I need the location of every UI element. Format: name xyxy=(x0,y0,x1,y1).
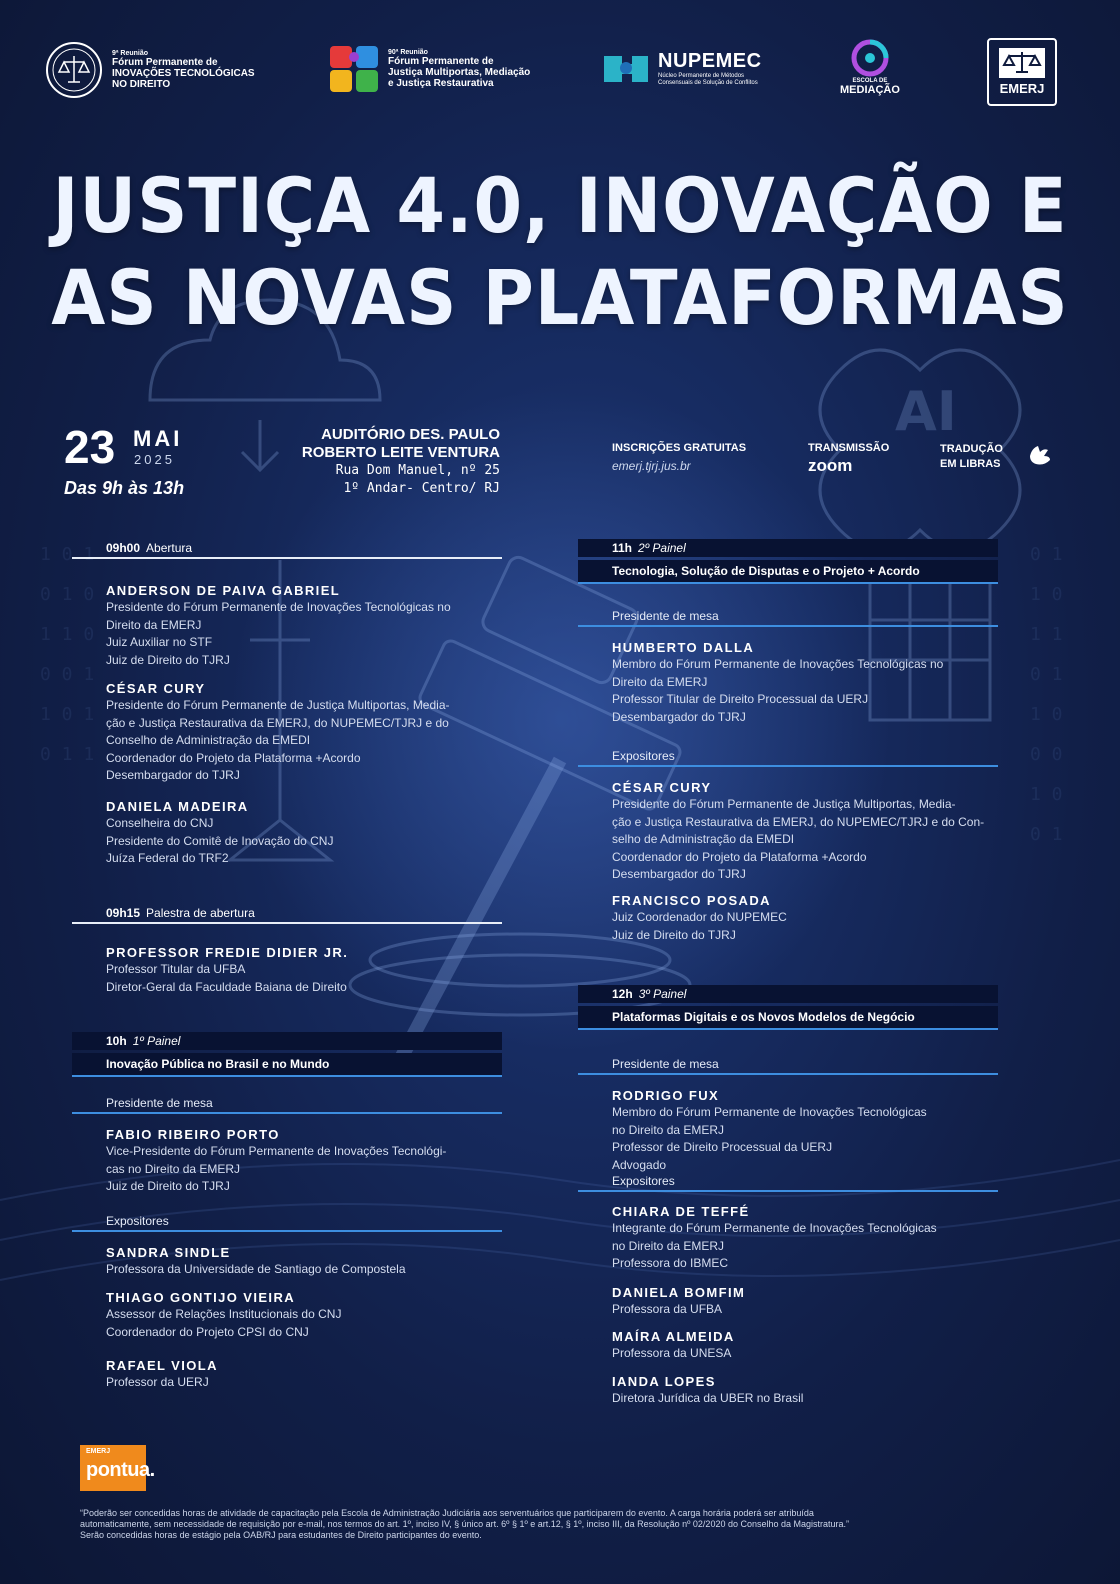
speakers-label: Expositores xyxy=(578,1172,998,1192)
chair-label: Presidente de mesa xyxy=(578,1055,998,1075)
session-header xyxy=(72,904,502,924)
panel-topic: Inovação Pública no Brasil e no Mundo xyxy=(72,1053,502,1077)
speaker xyxy=(578,639,998,726)
event-hours: Das 9h às 13h xyxy=(64,478,185,498)
session-label: Palestra de abertura xyxy=(146,906,255,920)
event-year: 2025 xyxy=(134,452,175,467)
speaker-role: Membro do Fórum Permanente de Inovações Tecnológicas no xyxy=(612,657,944,671)
registration-label: INSCRIÇÕES GRATUITAS xyxy=(612,442,747,454)
speaker-role: Coordenador do Projeto da Plataforma +Acordo xyxy=(612,849,867,864)
session-label: 1º Painel xyxy=(132,1034,181,1048)
session-label: 3º Painel xyxy=(638,987,687,1001)
speaker-name: PROFESSOR FREDIE DIDIER JR. xyxy=(106,945,349,960)
event-day: 23 xyxy=(64,421,116,473)
event-info xyxy=(0,420,1120,510)
partner-logos xyxy=(0,34,1120,114)
speakers-label-section xyxy=(72,1212,502,1232)
svg-text:0 0: 0 0 xyxy=(1030,744,1063,765)
page-title xyxy=(45,160,1075,344)
footer-note xyxy=(80,1508,1040,1541)
speaker-role: Diretora Jurídica da UBER no Brasil xyxy=(612,1391,804,1405)
speaker xyxy=(578,1284,998,1319)
speaker-name: HUMBERTO DALLA xyxy=(612,640,755,655)
svg-text:1 1: 1 1 xyxy=(1030,624,1063,645)
event-venue xyxy=(300,426,500,498)
speaker-role: Professor Titular de Direito Processual da UERJ xyxy=(612,692,869,706)
session-keynote xyxy=(72,904,502,924)
zoom-logo: zoom xyxy=(808,456,853,475)
svg-text:0 1: 0 1 xyxy=(1030,664,1063,685)
nupemec-logo xyxy=(600,46,762,90)
emerj-name: EMERJ xyxy=(999,81,1045,96)
chair-label-section xyxy=(578,607,998,627)
session-header xyxy=(578,985,998,1003)
speaker-role: Professor de Direito Processual da UERJ xyxy=(612,1140,833,1154)
speaker-role: no Direito da EMERJ xyxy=(612,1122,725,1137)
session-panel-3 xyxy=(578,985,998,1030)
session-header xyxy=(578,539,998,557)
speaker xyxy=(578,1373,998,1408)
speakers-label: Expositores xyxy=(72,1212,502,1232)
speaker xyxy=(72,1289,502,1341)
speaker-role: Juiz Coordenador do NUPEMEC xyxy=(612,910,787,924)
session-header xyxy=(72,1032,502,1050)
forum-tech-line1: Fórum Permanente de xyxy=(112,57,218,68)
nupemec-puzzle-icon xyxy=(600,46,652,90)
speaker-role: Conselho de Administração da EMEDI xyxy=(106,733,311,747)
speaker-role: Professora da UFBA xyxy=(612,1302,723,1316)
speakers-label-section xyxy=(578,747,998,767)
speaker-name: SANDRA SINDLE xyxy=(106,1245,231,1260)
speaker-name: ANDERSON DE PAIVA GABRIEL xyxy=(106,583,341,598)
speaker xyxy=(72,1126,502,1196)
speaker-name: FABIO RIBEIRO PORTO xyxy=(106,1127,280,1142)
speaker-role: ção e Justiça Restaurativa da EMERJ, do NUPEMEC/TJRJ e do Con- xyxy=(612,814,985,829)
venue-line1: AUDITÓRIO DES. PAULO xyxy=(321,426,500,443)
nupemec-name: NUPEMEC xyxy=(658,49,762,72)
speaker-role: Coordenador do Projeto CPSI do CNJ xyxy=(106,1324,309,1339)
venue-line2: ROBERTO LEITE VENTURA xyxy=(301,444,500,461)
speaker-role: Presidente do Comitê de Inovação do CNJ xyxy=(106,833,334,848)
speaker-name: CHIARA DE TEFFÉ xyxy=(612,1204,750,1219)
session-time: 09h00 xyxy=(106,541,141,555)
speaker xyxy=(72,582,502,669)
speaker-role: Juíza Federal do TRF2 xyxy=(106,851,229,865)
title-line1: JUSTIÇA 4.0, INOVAÇÃO E xyxy=(52,161,1068,250)
nupemec-desc1: Núcleo Permanente de Métodos xyxy=(658,72,745,79)
svg-text:0 1: 0 1 xyxy=(1030,824,1063,845)
emerj-logo xyxy=(987,38,1057,106)
speaker-name: RODRIGO FUX xyxy=(612,1088,720,1103)
schedule-left xyxy=(72,539,502,1399)
title-line2: AS NOVAS PLATAFORMAS xyxy=(51,253,1069,342)
speaker-role: selho de Administração da EMEDI xyxy=(612,832,795,846)
forum-tech-session: 9ª Reunião xyxy=(112,50,149,57)
session-time: 12h xyxy=(612,987,633,1001)
forum-tech-logo xyxy=(44,40,255,100)
speaker xyxy=(578,1203,998,1273)
escola-name: MEDIAÇÃO xyxy=(840,84,900,96)
session-time: 10h xyxy=(106,1034,127,1048)
sign-language-icon xyxy=(1026,442,1054,468)
event-month: MAI xyxy=(133,426,183,451)
speaker-role: Presidente do Fórum Permanente de Justiça Multiportas, Media- xyxy=(612,797,956,811)
speaker-name: DANIELA MADEIRA xyxy=(106,799,249,814)
forum-tech-line2: INOVAÇÕES TECNOLÓGICAS xyxy=(112,68,255,79)
venue-line4: 1º Andar- Centro/ RJ xyxy=(343,481,500,496)
session-label: Abertura xyxy=(146,541,193,555)
speakers-label-section xyxy=(578,1172,998,1192)
speaker-role: Conselheira do CNJ xyxy=(106,816,214,830)
svg-text:1 0 1: 1 0 1 xyxy=(40,544,95,565)
pontua-logo xyxy=(80,1445,155,1491)
speaker-role: Integrante do Fórum Permanente de Inovações Tecnológicas xyxy=(612,1221,937,1235)
speaker-role: Assessor de Relações Institucionais do CNJ xyxy=(106,1307,342,1321)
chair-label-section xyxy=(578,1055,998,1075)
mediacao-ring-icon xyxy=(850,38,890,78)
registration-url[interactable]: emerj.tjrj.jus.br xyxy=(612,459,691,473)
emerj-scales-icon xyxy=(999,48,1045,78)
speaker-role: Direito da EMERJ xyxy=(106,617,202,632)
panel-topic: Tecnologia, Solução de Disputas e o Projeto + Acordo xyxy=(578,560,998,584)
svg-text:AI: AI xyxy=(895,380,957,443)
libras-line2: EM LIBRAS xyxy=(940,458,1001,470)
speaker-name: THIAGO GONTIJO VIEIRA xyxy=(106,1290,296,1305)
session-time: 09h15 xyxy=(106,906,141,920)
session-opening xyxy=(72,539,502,559)
speaker-role: Desembargador do TJRJ xyxy=(106,768,240,782)
speaker xyxy=(72,798,502,868)
speaker xyxy=(578,1328,998,1363)
speaker xyxy=(578,1087,998,1174)
footer-line: Serão concedidas horas de estágio pela OAB/RJ para estudantes de Direito participantes do evento. xyxy=(80,1530,482,1540)
speaker-name: IANDA LOPES xyxy=(612,1374,716,1389)
forum-justica-logo xyxy=(328,42,530,96)
speaker-role: Coordenador do Projeto da Plataforma +Acordo xyxy=(106,750,361,765)
speaker xyxy=(578,892,998,944)
svg-text:1 1 0: 1 1 0 xyxy=(40,624,95,645)
speaker-role: Professora da Universidade de Santiago de Compostela xyxy=(106,1262,406,1276)
speaker-name: MAÍRA ALMEIDA xyxy=(612,1329,735,1344)
speaker xyxy=(72,1244,502,1279)
speaker-role: cas no Direito da EMERJ xyxy=(106,1161,241,1176)
speaker-role: Desembargador do TJRJ xyxy=(612,709,746,724)
session-panel-2 xyxy=(578,539,998,584)
registration xyxy=(612,442,746,473)
session-time: 11h xyxy=(612,541,633,555)
speaker-role: Professor Titular da UFBA xyxy=(106,962,246,976)
svg-text:0 1 0: 0 1 0 xyxy=(40,584,95,605)
escola-label: ESCOLA DE xyxy=(852,78,888,84)
pontua-small: EMERJ xyxy=(86,1448,111,1455)
scales-icon xyxy=(44,40,104,100)
session-panel-1 xyxy=(72,1032,502,1077)
speaker-role: Juiz Auxiliar no STF xyxy=(106,635,213,649)
svg-text:0 1: 0 1 xyxy=(1030,544,1063,565)
speaker-role: no Direito da EMERJ xyxy=(612,1238,725,1253)
speakers-label: Expositores xyxy=(578,747,998,767)
speaker-role: Direito da EMERJ xyxy=(612,674,708,689)
svg-text:1 0: 1 0 xyxy=(1030,584,1063,605)
transmission xyxy=(808,442,889,476)
panel-topic: Plataformas Digitais e os Novos Modelos de Negócio xyxy=(578,1006,998,1030)
schedule-right xyxy=(578,539,998,1419)
speaker-role: Presidente do Fórum Permanente de Justiça Multiportas, Media- xyxy=(106,698,450,712)
svg-text:1 0 1: 1 0 1 xyxy=(40,704,95,725)
speaker-role: Presidente do Fórum Permanente de Inovações Tecnológicas no xyxy=(106,600,451,614)
footer-line: automaticamente, sem necessidade de requisição por e-mail, nos termos do art. 1º, inciso IV, § único art. 6º § 1º e art.12, § 1º, inciso III, da Resolução nº 02/2020 do Conselho da Magistratura.” xyxy=(80,1519,850,1529)
libras-translation xyxy=(940,442,1003,472)
speaker-name: DANIELA BOMFIM xyxy=(612,1285,746,1300)
nupemec-desc2: Consensuais de Solução de Conflitos xyxy=(658,79,758,86)
speaker xyxy=(72,944,502,996)
forum-justica-line2: Justiça Multiportas, Mediação xyxy=(388,67,531,78)
speaker-name: CÉSAR CURY xyxy=(612,780,712,795)
forum-tech-line3: NO DIREITO xyxy=(112,79,171,90)
speaker xyxy=(72,1357,502,1392)
speaker-role: Desembargador do TJRJ xyxy=(612,867,746,881)
speaker-name: FRANCISCO POSADA xyxy=(612,893,771,908)
venue-line3: Rua Dom Manuel, nº 25 xyxy=(335,463,500,478)
forum-justica-session: 90ª Reunião xyxy=(388,49,428,56)
transmission-label: TRANSMISSÃO xyxy=(808,442,890,454)
speaker-role: ção e Justiça Restaurativa da EMERJ, do NUPEMEC/TJRJ e do xyxy=(106,715,449,730)
speaker-role: Advogado xyxy=(612,1157,667,1172)
pontua-name: pontua. xyxy=(86,1459,155,1481)
footer-line: “Poderão ser concedidas horas de atividade de capacitação pela Escola de Administração Judiciária aos serventuários que participarem do evento. A carga horária poderá ser atribuída xyxy=(80,1508,814,1518)
speaker-role: Professor da UERJ xyxy=(106,1375,209,1389)
session-label: 2º Painel xyxy=(638,541,686,555)
session-header xyxy=(72,539,502,559)
forum-justica-line3: e Justiça Restaurativa xyxy=(388,78,494,89)
speaker-role: Juiz de Direito do TJRJ xyxy=(612,927,736,942)
svg-text:0 0 1: 0 0 1 xyxy=(40,664,95,685)
speaker-name: CÉSAR CURY xyxy=(106,681,206,696)
speaker-role: Juiz de Direito do TJRJ xyxy=(106,1179,230,1193)
libras-line1: TRADUÇÃO xyxy=(940,443,1003,455)
speaker-role: Juiz de Direito do TJRJ xyxy=(106,652,230,667)
speaker xyxy=(72,680,502,785)
speaker-role: Diretor-Geral da Faculdade Baiana de Direito xyxy=(106,979,347,994)
speaker-role: Vice-Presidente do Fórum Permanente de Inovações Tecnológi- xyxy=(106,1144,447,1158)
speaker-role: Professora do IBMEC xyxy=(612,1256,729,1270)
svg-text:1 0: 1 0 xyxy=(1030,704,1063,725)
chair-label: Presidente de mesa xyxy=(72,1094,502,1114)
speaker-role: Membro do Fórum Permanente de Inovações Tecnológicas xyxy=(612,1105,927,1119)
puzzle-icon xyxy=(328,42,382,96)
escola-mediacao-logo xyxy=(840,38,900,96)
chair-label-section xyxy=(72,1094,502,1114)
speaker-name: RAFAEL VIOLA xyxy=(106,1358,218,1373)
speaker-role: Professora da UNESA xyxy=(612,1346,732,1360)
forum-justica-line1: Fórum Permanente de xyxy=(388,56,494,67)
svg-text:1 0: 1 0 xyxy=(1030,784,1063,805)
chair-label: Presidente de mesa xyxy=(578,607,998,627)
svg-text:0 1 1: 0 1 1 xyxy=(40,744,95,765)
speaker xyxy=(578,779,998,884)
